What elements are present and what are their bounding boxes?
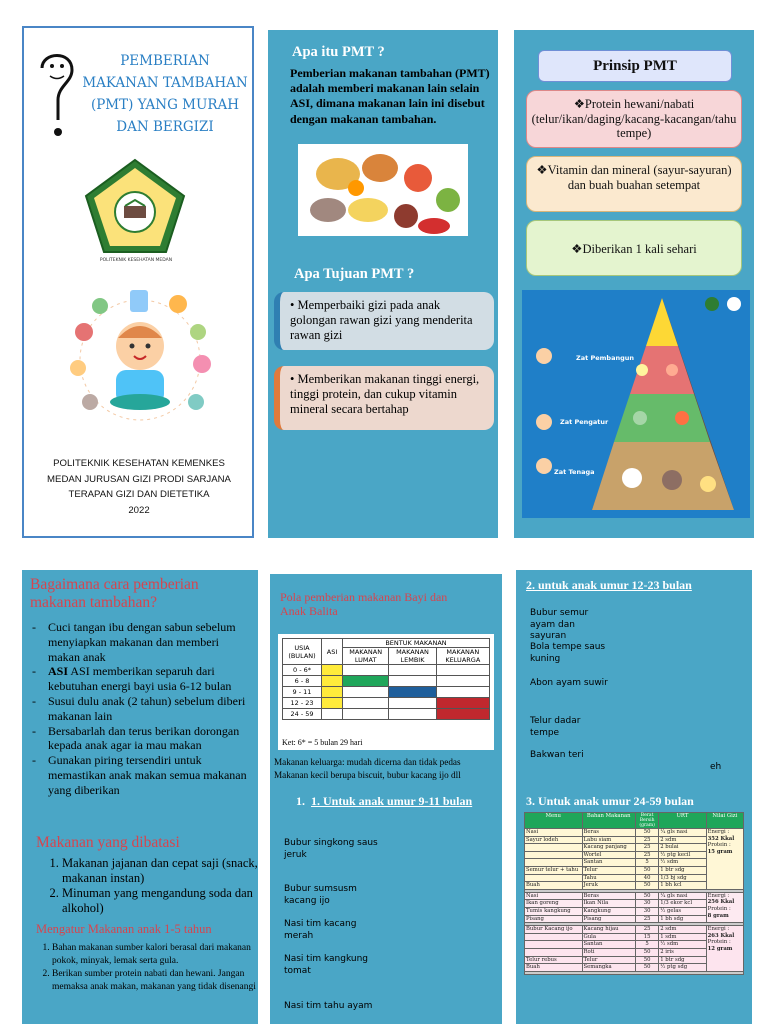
limits-list xyxy=(44,856,268,916)
table-cell: Semangka xyxy=(582,964,635,972)
table-cell: Telur xyxy=(582,866,635,874)
table-cell: Beras xyxy=(582,892,635,900)
table-cell: Nasi xyxy=(525,892,583,900)
heading-pola: Pola pemberian makanan Bayi dan Anak Balita xyxy=(280,590,448,618)
menu-item: Bubur singkong saus jeruk xyxy=(284,838,378,860)
table-cell: Roti xyxy=(582,948,635,956)
footer-line: MEDAN JURUSAN GIZI PRODI SARJANA xyxy=(47,473,231,485)
table-cell: 1 sdm xyxy=(659,933,706,941)
table-cell: 1 btr sdg xyxy=(659,866,706,874)
table-cell: 5 xyxy=(636,941,659,949)
table-cell: 30 xyxy=(636,900,659,908)
nutrition-line: 256 Kkal xyxy=(707,899,735,906)
table-cell: 25 xyxy=(636,851,659,859)
table-cell: Kacang hijau xyxy=(582,926,635,934)
table-cell: Bubur Kacang ijo xyxy=(525,926,583,934)
table-cell xyxy=(525,933,583,941)
heading-tujuan-pmt: Apa Tujuan PMT ? xyxy=(294,266,415,282)
menu-item: Nasi tim kangkung tomat xyxy=(284,954,368,976)
table-cell: Buah xyxy=(525,882,583,890)
fill-asi xyxy=(322,698,343,709)
nutrition-line: 352 Kkal xyxy=(707,835,735,842)
menu-item: Bubur semur ayam dan sayuran xyxy=(530,608,589,641)
table-cell: 50 xyxy=(636,866,659,874)
steps-list xyxy=(30,620,252,798)
list-item: - Susui dulu anak (2 tahun) sebelum diberi makanan lain xyxy=(30,694,252,724)
row-label: 6 - 8 xyxy=(283,676,322,687)
group-separator xyxy=(525,971,744,974)
table-row xyxy=(525,829,744,837)
table-note: Ket: 6* = 5 bulan 29 hari xyxy=(282,738,363,747)
goal-text: • Memberikan makanan tinggi energi, tinggi protein, dan cukup vitamin mineral secara bertahap xyxy=(290,372,480,416)
table-cell: Nasi xyxy=(525,829,583,837)
question-mark-icon xyxy=(34,46,80,146)
table-cell: Pisang xyxy=(582,915,635,923)
nutrition-cell xyxy=(706,926,743,972)
table-cell: Santan xyxy=(582,941,635,949)
child-eating-illustration xyxy=(60,284,220,434)
list-item: 2. Berikan sumber protein nabati dan hewani. Jangan memaksa anak makan, makanan yang tidak disenangi xyxy=(52,968,258,994)
menu-item: Abon ayam suwir xyxy=(530,678,608,688)
table-cell: 1 btr sdg xyxy=(659,956,706,964)
nutrition-line: 263 Kkal xyxy=(707,932,735,939)
table-cell: 50 xyxy=(636,882,659,890)
goal-box-2 xyxy=(274,366,494,430)
nutrition-line: 15 gram xyxy=(707,848,733,855)
table-cell xyxy=(525,859,583,867)
pola-pemberian-panel xyxy=(270,574,502,1024)
table-cell: 50 xyxy=(636,964,659,972)
institution-footer xyxy=(32,456,246,518)
table-cell: 25 xyxy=(636,836,659,844)
fill-asi xyxy=(322,687,343,698)
col-header: URT xyxy=(659,813,706,829)
table-cell: Gula xyxy=(582,933,635,941)
menu-item: Nasi tim tahu ayam xyxy=(284,1001,373,1011)
pola-table-wrap xyxy=(278,634,494,750)
rules-list xyxy=(38,942,258,994)
menu-item: Bola tempe saus kuning xyxy=(530,642,606,664)
heading-cara-pemberian: Bagaimana cara pemberian makanan tambahan? xyxy=(30,576,199,611)
table-cell: Jeruk xyxy=(582,882,635,890)
menu-item: Bakwan teri xyxy=(530,750,584,760)
table-cell: 30 xyxy=(636,907,659,915)
table-cell: 5 xyxy=(636,859,659,867)
col-keluarga: MAKANAN KELUARGA xyxy=(436,648,489,665)
goal-text: • Memperbaiki gizi pada anak golongan rawan gizi yang menderita rawan gizi xyxy=(290,298,473,342)
fill-asi xyxy=(322,665,343,676)
table-cell: Kangkung xyxy=(582,907,635,915)
table-cell xyxy=(525,941,583,949)
section-title: 1. Untuk anak umur 9-11 bulan xyxy=(311,794,473,808)
menu-umur-panel xyxy=(516,570,752,1024)
table-cell xyxy=(525,948,583,956)
pola-table xyxy=(282,638,490,720)
nutrition-line: Protein : xyxy=(707,939,731,946)
heading-apa-itu-pmt: Apa itu PMT ? xyxy=(292,44,385,60)
col-lumat: MAKANAN LUMAT xyxy=(343,648,389,665)
col-asi: ASI xyxy=(322,639,343,665)
nutrition-cell xyxy=(706,892,743,922)
menu-item: Nasi tim kacang merah xyxy=(284,919,357,941)
prinsip-pmt-panel xyxy=(514,30,754,538)
principle-box-protein: ❖Protein hewani/nabati (telur/ikan/daging/kacang-kacangan/tahu tempe) xyxy=(526,90,742,148)
table-row xyxy=(525,926,744,934)
footer-year: 2022 xyxy=(128,504,150,516)
table-cell xyxy=(525,851,583,859)
fill-asi xyxy=(322,676,343,687)
table-cell: Telur rebus xyxy=(525,956,583,964)
table-cell: Wortel xyxy=(582,851,635,859)
principle-box-frequency: ❖Diberikan 1 kali sehari xyxy=(526,220,742,276)
nutrition-line: Energi : xyxy=(707,892,730,899)
cara-pemberian-panel xyxy=(22,570,258,1024)
list-item: - Cuci tangan ibu dengan sabun sebelum menyiapkan makanan dan memberi makan anak xyxy=(30,620,252,664)
table-cell: 2 sdm xyxy=(659,926,706,934)
menu-table-body xyxy=(525,829,744,975)
table-cell: 2 sdm xyxy=(659,836,706,844)
nutrition-line: 8 gram xyxy=(707,912,729,919)
goal-box-1 xyxy=(274,292,494,350)
table-cell: ½ gelas xyxy=(659,907,706,915)
list-item: - Bersabarlah dan terus berikan dorongan kepada anak agar ia mau makan xyxy=(30,724,252,754)
table-cell: ½ ptg kecil xyxy=(659,851,706,859)
principle-box-vitamin: ❖Vitamin dan mineral (sayur-sayuran) dan buah buahan setempat xyxy=(526,156,742,212)
section-9-11: 1. 1. Untuk anak umur 9-11 bulan xyxy=(296,794,473,808)
polytechnic-logo xyxy=(80,156,190,264)
list-item: - Gunakan piring tersendiri untuk memastikan anak makan semua makanan yang diberikan xyxy=(30,753,252,797)
section-12-23: 2. untuk anak umur 12-23 bulan xyxy=(526,578,692,592)
table-cell: Ikan Nila xyxy=(582,900,635,908)
table-cell: 1/3 ekor kcl xyxy=(659,900,706,908)
table-cell: ½ sdm xyxy=(659,859,706,867)
heading-mengatur: Mengatur Makanan anak 1-5 tahun xyxy=(36,922,212,936)
table-cell: Telur xyxy=(582,956,635,964)
nutrition-line: 12 gram xyxy=(707,945,733,952)
notes-block xyxy=(274,756,502,782)
table-cell: Kacang panjang xyxy=(582,844,635,852)
col-header: Nilai Gizi xyxy=(706,813,743,829)
section-24-59: 3. Untuk anak umur 24-59 bulan xyxy=(526,794,694,808)
nutrition-line: Protein : xyxy=(707,842,731,849)
pmt-definition-text: Pemberian makanan tambahan (PMT) adalah memberi makanan lain selain ASI, dimana makanan lain ini disebut dengan makanan tambahan. xyxy=(290,66,490,126)
col-header: Bahan Makanan xyxy=(582,813,635,829)
table-cell: 50 xyxy=(636,892,659,900)
table-cell: 50 xyxy=(636,948,659,956)
fill-lumat xyxy=(343,676,389,687)
menu-item: Telur dadar tempe xyxy=(530,716,581,738)
col-group: BENTUK MAKANAN xyxy=(343,639,490,648)
pyramid-label-pengatur: Zat Pengatur xyxy=(560,418,609,426)
cover-panel xyxy=(22,26,254,538)
table-cell: Santan xyxy=(582,859,635,867)
table-cell: ½ sdm xyxy=(659,941,706,949)
step-text: ASI memberikan separuh dari kebutuhan energi bayi usia 6-12 bulan xyxy=(48,664,232,694)
table-cell: 40 xyxy=(636,874,659,882)
pyramid-label-tenaga: Zat Tenaga xyxy=(554,468,595,476)
food-pyramid-image xyxy=(522,290,750,518)
prinsip-title: Prinsip PMT xyxy=(538,50,732,82)
table-cell: Tahu xyxy=(582,874,635,882)
table-cell: 25 xyxy=(636,926,659,934)
table-cell: 15 xyxy=(636,933,659,941)
footer-line: TERAPAN GIZI DAN DIETETIKA xyxy=(68,489,210,500)
list-item: - ASI ASI memberikan separuh dari kebutuhan energi bayi usia 6-12 bulan xyxy=(30,664,252,694)
table-cell: Semur telur + tahu xyxy=(525,866,583,874)
table-cell: Ikan goreng xyxy=(525,900,583,908)
logo-caption: POLITEKNIK KESEHATAN MEDAN xyxy=(99,258,173,263)
row-label: 12 - 23 xyxy=(283,698,322,709)
fill-keluarga xyxy=(436,709,489,720)
table-cell: 25 xyxy=(636,844,659,852)
table-cell: 2 iris xyxy=(659,948,706,956)
note-line: Makanan keluarga: mudah dicerna dan tidak pedas xyxy=(274,757,461,767)
table-cell: 1/3 bj sdg xyxy=(659,874,706,882)
pmt-definition-panel xyxy=(268,30,498,538)
row-label: 24 - 59 xyxy=(283,709,322,720)
row-label: 9 - 11 xyxy=(283,687,322,698)
table-cell: 1 bh sdg xyxy=(659,915,706,923)
heading-dibatasi: Makanan yang dibatasi xyxy=(36,834,180,851)
table-cell xyxy=(525,874,583,882)
table-cell: 50 xyxy=(636,956,659,964)
col-usia: USIA (BULAN) xyxy=(283,639,322,665)
cover-title: PEMBERIAN MAKANAN TAMBAHAN (PMT) YANG MURAH DAN BERGIZI xyxy=(82,53,248,135)
nutrition-cell xyxy=(706,829,743,890)
table-cell: 1 bh kcl xyxy=(659,882,706,890)
table-cell: Buah xyxy=(525,964,583,972)
row-label: 0 - 6* xyxy=(283,665,322,676)
note-line: Makanan kecil berupa biscuit, bubur kacang ijo dll xyxy=(274,770,461,780)
list-item: 1. Bahan makanan sumber kalori berasal dari makanan pokok, minyak, lemak serta gula. xyxy=(52,942,258,968)
table-cell: 50 xyxy=(636,829,659,837)
fill-keluarga xyxy=(436,698,489,709)
table-cell: 25 xyxy=(636,915,659,923)
table-cell: Pisang xyxy=(525,915,583,923)
menu-table-24-59 xyxy=(524,812,744,975)
table-cell: Beras xyxy=(582,829,635,837)
table-cell: Labu siam xyxy=(582,836,635,844)
table-cell: Tumis kangkung xyxy=(525,907,583,915)
col-header: Berat Bersih (gram) xyxy=(636,813,659,829)
fill-lembik xyxy=(389,687,436,698)
pyramid-label-pembangun: Zat Pembangun xyxy=(576,354,634,362)
table-cell: Sayur lodeh xyxy=(525,836,583,844)
food-collage-image xyxy=(298,144,468,236)
table-cell: ½ ptg sdg xyxy=(659,964,706,972)
footer-line: POLITEKNIK KESEHATAN KEMENKES xyxy=(53,458,225,469)
stray-text: eh xyxy=(710,762,722,772)
menu-item: Bubur sumsusm kacang ijo xyxy=(284,884,357,906)
nutrition-line: Energi : xyxy=(707,926,730,933)
table-row xyxy=(525,892,744,900)
table-cell: ¼ gls nasi xyxy=(659,829,706,837)
nutrition-line: Energi : xyxy=(707,829,730,835)
table-cell: ¼ gls nasi xyxy=(659,892,706,900)
table-cell xyxy=(525,844,583,852)
table-cell: 2 bulai xyxy=(659,844,706,852)
nutrition-line: Protein : xyxy=(707,905,731,912)
list-item: 2. Minuman yang mengandung soda dan alkohol) xyxy=(62,886,268,916)
col-header: Menu xyxy=(525,813,583,829)
col-lembik: MAKANAN LEMBIK xyxy=(389,648,436,665)
list-item: 1. Makanan jajanan dan cepat saji (snack, makanan instan) xyxy=(62,856,268,886)
